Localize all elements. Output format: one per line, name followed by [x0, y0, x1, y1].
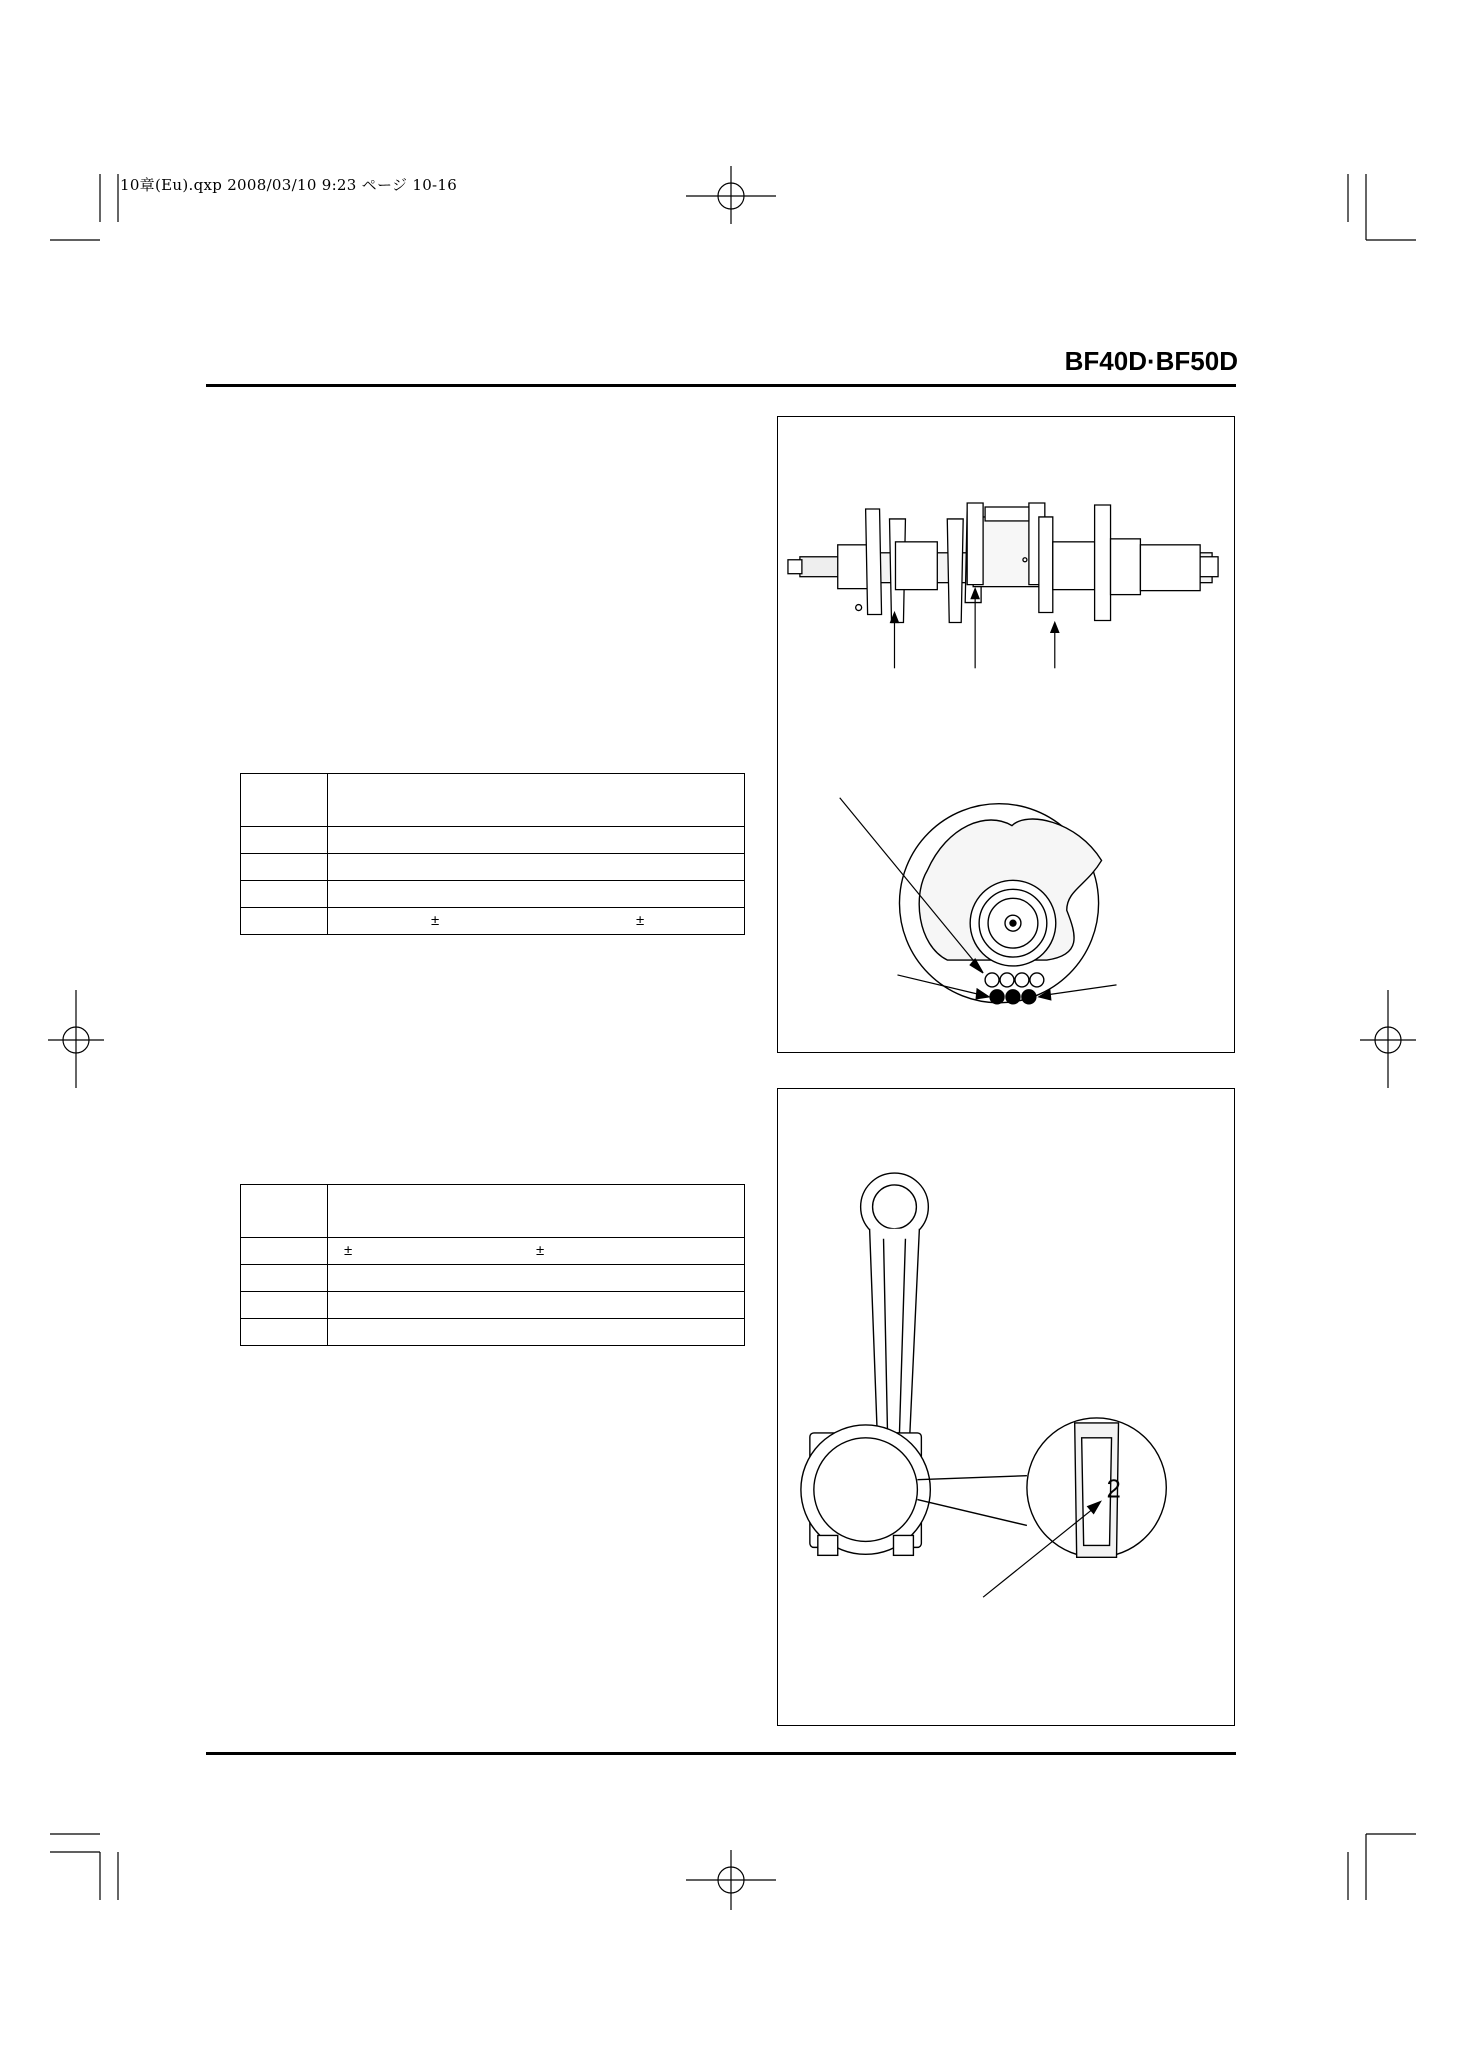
- table-row: [241, 827, 745, 854]
- table-cell: [241, 908, 328, 935]
- table-cell: [241, 1185, 328, 1238]
- table-cell: [241, 774, 328, 827]
- spec-table-2: [240, 1184, 745, 1346]
- plus-minus-symbol: ±: [636, 912, 645, 929]
- table-cell: [328, 1238, 745, 1265]
- plus-minus-symbol: ±: [536, 1242, 545, 1259]
- table-row: [241, 881, 745, 908]
- table-cell: [241, 1292, 328, 1319]
- bearing-mark-number: 2: [1106, 1475, 1121, 1504]
- plus-minus-symbol: ±: [344, 1242, 353, 1259]
- table-cell: [328, 1185, 745, 1238]
- table-header-row: [241, 1185, 745, 1238]
- table-cell: [241, 827, 328, 854]
- table-cell: [241, 854, 328, 881]
- table-header-row: [241, 774, 745, 827]
- table-row: [241, 1319, 745, 1346]
- footer-rule: [206, 1752, 1236, 1755]
- spec-table-1: [240, 773, 745, 935]
- table-cell: [328, 1265, 745, 1292]
- table-cell: [241, 881, 328, 908]
- crankshaft-illustration: [778, 417, 1234, 1052]
- table-row: [241, 1238, 745, 1265]
- table-row: [241, 1292, 745, 1319]
- table-cell: [328, 827, 745, 854]
- connecting-rod-figure: [777, 1088, 1235, 1726]
- header-rule: [206, 384, 1236, 387]
- table-cell: [241, 1265, 328, 1292]
- print-slug: 10章(Eu).qxp 2008/03/10 9:23 ページ 10-16: [120, 176, 458, 194]
- table-cell: [241, 1238, 328, 1265]
- table-cell: [241, 1319, 328, 1346]
- table-row: [241, 1265, 745, 1292]
- table-cell: [328, 1292, 745, 1319]
- crankshaft-figure: [777, 416, 1235, 1053]
- plus-minus-symbol: ±: [431, 912, 440, 929]
- connecting-rod-illustration: [778, 1089, 1234, 1725]
- table-cell: [328, 1319, 745, 1346]
- table-row: [241, 854, 745, 881]
- table-row: [241, 908, 745, 935]
- table-cell: [328, 854, 745, 881]
- table-cell: [328, 908, 745, 935]
- model-title: BF40D·BF50D: [1064, 346, 1238, 376]
- table-cell: [328, 881, 745, 908]
- table-cell: [328, 774, 745, 827]
